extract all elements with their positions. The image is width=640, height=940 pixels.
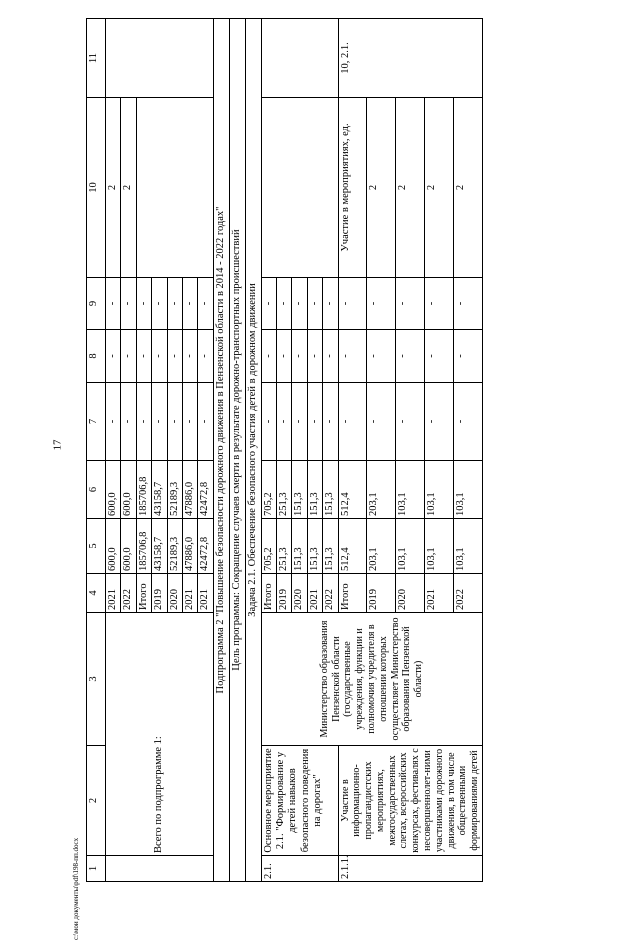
value-cell: - <box>136 383 151 461</box>
year-cell: 2022 <box>454 574 483 613</box>
value-cell: - <box>367 383 396 461</box>
value-cell: 2 <box>367 98 396 278</box>
value-cell: 2 <box>425 98 454 278</box>
year-cell: 2019 <box>277 574 292 613</box>
value-cell: 600,0 <box>106 519 121 574</box>
header-cell: 2 <box>87 746 106 856</box>
value-cell: - <box>396 330 425 383</box>
table-row <box>106 19 121 882</box>
value-cell: - <box>338 278 367 330</box>
value-cell: - <box>261 278 276 330</box>
year-cell: 2019 <box>367 574 396 613</box>
value-cell: 251,3 <box>277 461 292 519</box>
value-cell: 103,1 <box>396 519 425 574</box>
year-cell: 2022 <box>323 574 338 613</box>
value-cell: - <box>307 383 322 461</box>
value-cell: 600,0 <box>106 461 121 519</box>
value-cell: - <box>261 330 276 383</box>
value-cell: 151,3 <box>292 461 307 519</box>
file-path-footer: c:\мои документы\pdf\198-пп.docx <box>72 837 80 940</box>
event-name: Основное мероприятие 2.1. "Формирование у детей навыков безопасного поведения на дорогах" <box>261 746 338 856</box>
value-cell: - <box>167 383 182 461</box>
year-cell: Итого <box>261 574 276 613</box>
value-cell: 2 <box>454 98 483 278</box>
header-cell: 10 <box>87 98 106 278</box>
value-cell: - <box>307 330 322 383</box>
value-cell: - <box>152 383 167 461</box>
subprogram-row <box>213 19 229 882</box>
year-cell: 2019 <box>152 574 167 613</box>
year-cell: 2021 <box>307 574 322 613</box>
value-cell: - <box>167 330 182 383</box>
subprogram-title: Подпрограмма 2 "Повышение безопасности дорожного движения в Пензенской области в 2014 - 2022 годах" <box>213 19 229 882</box>
value-cell: - <box>152 330 167 383</box>
value-cell: - <box>167 278 182 330</box>
year-cell: Итого <box>136 574 151 613</box>
value-cell: 151,3 <box>307 519 322 574</box>
executor: Министерство образования Пензенской области (государственные учреждения, функции и полномочия учредителя в отношении которых осуществляет Министерство образования Пензенской области) <box>261 613 482 746</box>
header-cell: 11 <box>87 19 106 98</box>
value-cell: - <box>277 278 292 330</box>
value-cell: - <box>277 383 292 461</box>
year-cell: Итого <box>338 574 367 613</box>
value-cell: 185706,8 <box>136 461 151 519</box>
page-number: 17 <box>51 439 64 451</box>
event-name: Участие в информационно-пропагандистских мероприятиях, межгосударственных слетах, всероссийских конкурсах, фестивалях с несовершеннолет-ними участниками дорожного движения, в том числе общественными формированиями детей <box>338 746 483 856</box>
value-cell: - <box>454 383 483 461</box>
value-cell: 2 <box>106 98 121 278</box>
goal-text: Цель программы: Сокращение случаев смерти в результате дорожно-транспортных происшествий <box>229 19 245 882</box>
value-cell: 185706,8 <box>136 519 151 574</box>
year-cell: 2022 <box>121 574 136 613</box>
value-cell: - <box>323 330 338 383</box>
value-cell: 103,1 <box>396 461 425 519</box>
indicator-ref: 10, 2.1. <box>338 19 483 98</box>
header-cell: 5 <box>87 519 106 574</box>
value-cell: - <box>121 330 136 383</box>
header-cell: 9 <box>87 278 106 330</box>
value-cell: 103,1 <box>425 461 454 519</box>
empty-cell <box>106 19 214 98</box>
value-cell: - <box>106 383 121 461</box>
value-cell: 203,1 <box>367 461 396 519</box>
value-cell: 103,1 <box>454 461 483 519</box>
value-cell: 103,1 <box>454 519 483 574</box>
value-cell: 151,3 <box>323 461 338 519</box>
value-cell: - <box>396 383 425 461</box>
task-row <box>245 19 261 882</box>
value-cell: - <box>182 383 197 461</box>
year-cell: 2021 <box>182 574 197 613</box>
value-cell: - <box>106 278 121 330</box>
value-cell: 42472,8 <box>198 519 213 574</box>
header-row <box>87 19 106 882</box>
rotated-table-container <box>86 19 578 882</box>
value-cell: - <box>338 383 367 461</box>
value-cell: - <box>121 383 136 461</box>
year-cell: 2021 <box>106 574 121 613</box>
value-cell: 512,4 <box>338 461 367 519</box>
total-label: Всего по подпрограмме 1: <box>106 613 214 856</box>
value-cell: - <box>198 278 213 330</box>
program-table <box>86 18 483 882</box>
table-row <box>261 19 276 882</box>
year-cell: 2020 <box>292 574 307 613</box>
year-cell: 2020 <box>396 574 425 613</box>
value-cell: - <box>454 278 483 330</box>
header-cell: 8 <box>87 330 106 383</box>
indicator-name: Участие в мероприятиях, ед. <box>338 98 367 278</box>
value-cell: 2 <box>396 98 425 278</box>
header-cell: 3 <box>87 613 106 746</box>
task-text: Задача 2.1. Обеспечение безопасного участия детей в дорожном движении <box>245 19 261 882</box>
value-cell: - <box>292 330 307 383</box>
value-cell: - <box>261 383 276 461</box>
empty-cell <box>106 856 214 882</box>
row-number: 2.1.1. <box>338 856 483 882</box>
value-cell: - <box>396 278 425 330</box>
value-cell: - <box>425 330 454 383</box>
table-row <box>338 19 367 882</box>
header-cell: 4 <box>87 574 106 613</box>
value-cell: - <box>454 330 483 383</box>
value-cell: - <box>323 383 338 461</box>
value-cell: 42472,8 <box>198 461 213 519</box>
value-cell: - <box>367 330 396 383</box>
value-cell: - <box>182 278 197 330</box>
year-cell: 2021 <box>425 574 454 613</box>
value-cell: - <box>292 383 307 461</box>
value-cell: 43158,7 <box>152 461 167 519</box>
value-cell: 47886,0 <box>182 519 197 574</box>
value-cell: - <box>425 383 454 461</box>
value-cell: - <box>323 278 338 330</box>
value-cell: - <box>307 278 322 330</box>
year-cell: 2020 <box>167 574 182 613</box>
value-cell: 600,0 <box>121 461 136 519</box>
value-cell: - <box>198 383 213 461</box>
value-cell: 2 <box>121 98 136 278</box>
value-cell: 43158,7 <box>152 519 167 574</box>
header-cell: 6 <box>87 461 106 519</box>
value-cell: 103,1 <box>425 519 454 574</box>
value-cell: - <box>136 330 151 383</box>
value-cell: 600,0 <box>121 519 136 574</box>
row-number: 2.1. <box>261 856 338 882</box>
value-cell: 151,3 <box>323 519 338 574</box>
empty-cell <box>261 19 338 98</box>
value-cell: 203,1 <box>367 519 396 574</box>
value-cell: - <box>136 278 151 330</box>
value-cell: 52189,3 <box>167 461 182 519</box>
header-cell: 1 <box>87 856 106 882</box>
value-cell: - <box>277 330 292 383</box>
value-cell: - <box>106 330 121 383</box>
value-cell: - <box>198 330 213 383</box>
value-cell: - <box>152 278 167 330</box>
value-cell: 52189,3 <box>167 519 182 574</box>
value-cell: 47886,0 <box>182 461 197 519</box>
year-cell: 2021 <box>198 574 213 613</box>
goal-row <box>229 19 245 882</box>
value-cell: - <box>182 330 197 383</box>
value-cell: 151,3 <box>292 519 307 574</box>
value-cell: - <box>121 278 136 330</box>
value-cell: 512,4 <box>338 519 367 574</box>
header-cell: 7 <box>87 383 106 461</box>
value-cell: 705,2 <box>261 461 276 519</box>
value-cell: - <box>367 278 396 330</box>
value-cell: 151,3 <box>307 461 322 519</box>
value-cell: 251,3 <box>277 519 292 574</box>
empty-cell <box>136 98 213 278</box>
value-cell: - <box>338 330 367 383</box>
value-cell: 705,2 <box>261 519 276 574</box>
value-cell: - <box>425 278 454 330</box>
empty-cell <box>261 98 338 278</box>
value-cell: - <box>292 278 307 330</box>
